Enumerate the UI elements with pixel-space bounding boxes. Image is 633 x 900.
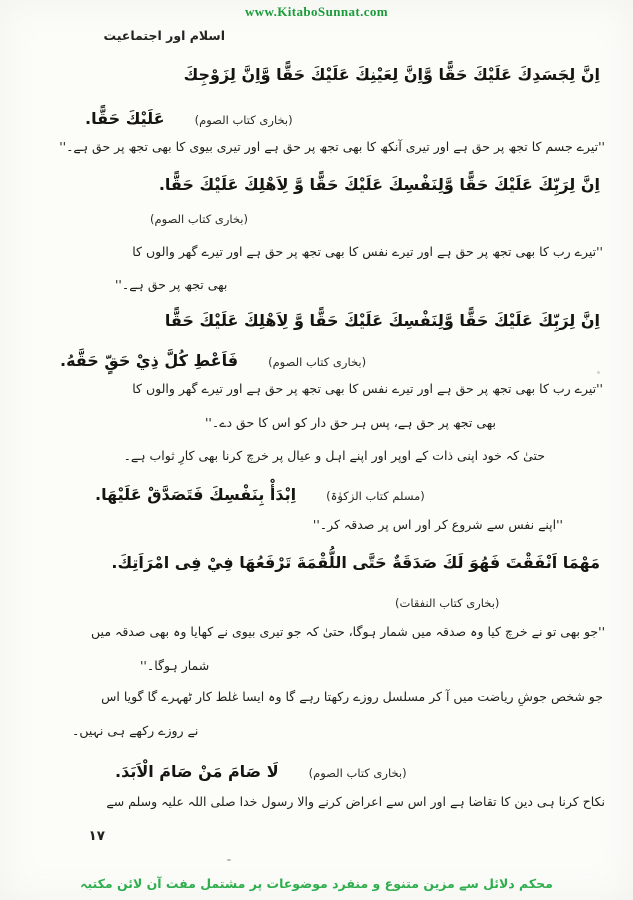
urdu-translation-line: ''تیرے رب کا بھی تجھ پر حق ہے اور تیرے نفس کا بھی تجھ پر حق ہے اور تیرے گھر والوں کا	[132, 381, 603, 396]
urdu-translation-line: بھی تجھ پر حق ہے، پس ہر حق دار کو اس کا حق دے۔''	[205, 415, 496, 430]
urdu-commentary-line: جو شخص جوشِ ریاضت میں آ کر مسلسل روزے رکھتا رہے گا وہ ایسا غلط کار ٹھہرے گا گویا اس	[101, 689, 603, 704]
footer-tagline: محکم دلائل سے مزین متنوع و منفرد موضوعات پر مشتمل مفت آن لائن مکتبہ	[80, 876, 553, 891]
hadith-arabic-line-with-citation	[60, 346, 366, 376]
hadith-arabic-line-with-citation	[115, 757, 407, 787]
hadith-arabic-line-with-citation	[95, 480, 425, 510]
urdu-translation-line: ''تیرے جسم کا تجھ پر حق ہے اور تیری آنکھ کا بھی تجھ پر حق ہے اور تیری بیوی کا بھی تجھ پر حق ہے۔''	[59, 139, 605, 154]
hadith-arabic-tail: اِبْدَأْ بِنَفْسِكَ فَتَصَدَّقْ عَلَيْهَا.	[95, 485, 297, 504]
hadith-arabic-line-with-citation	[85, 104, 293, 134]
hadith-arabic-tail: فَاَعْطِ كُلَّ ذِيْ حَقٍّ حَقَّهُ.	[60, 351, 239, 370]
hadith-citation: (بخاری کتاب الصوم)	[268, 355, 367, 369]
hadith-arabic-line: اِنَّ لِرَبِّكَ عَلَيْكَ حَقًّا وَّلِنَفْسِكَ عَلَيْكَ حَقًّا وَّ لِاَهْلِكَ عَلَيْكَ حَقًّا	[164, 311, 600, 330]
urdu-translation-line: ''تیرے رب کا بھی تجھ پر حق ہے اور تیرے نفس کا بھی تجھ پر حق ہے اور تیرے گھر والوں کا	[132, 244, 603, 259]
hadith-citation: (بخاری کتاب الصوم)	[150, 212, 248, 226]
hadith-arabic-line: اِنَّ لِجَسَدِكَ عَلَيْكَ حَقًّا وَّاِنَّ لِعَيْنِكَ عَلَيْكَ حَقًّا وَّاِنَّ لِزَوْجِكَ	[183, 65, 600, 84]
website-url: www.KitaboSunnat.com	[244, 4, 389, 19]
urdu-commentary-line: نے روزے رکھے ہی نہیں۔	[72, 723, 199, 738]
page-number: ۱۷	[88, 828, 105, 844]
urdu-translation-line: بھی تجھ پر حق ہے۔''	[115, 277, 228, 292]
hadith-arabic-line: اِنَّ لِرَبِّكَ عَلَيْكَ حَقًّا وَّلِنَفْسِكَ عَلَيْكَ حَقًّا وَّ لِاَهْلِكَ عَلَيْكَ حَقًّا.	[158, 175, 600, 194]
hadith-citation: (بخاری کتاب النفقات)	[395, 596, 500, 610]
hadith-arabic-tail: لَا صَامَ مَنْ صَامَ الْاَبَدَ.	[115, 762, 279, 781]
hadith-citation: (بخاری کتاب الصوم)	[308, 766, 407, 780]
hadith-citation: (مسلم کتاب الزکوٰۃ)	[326, 489, 425, 503]
hadith-arabic-line: مَهْمَا اَنْفَقْتَ فَهُوَ لَكَ صَدَقَةٌ حَتَّى اللُّقْمَةَ تَرْفَعُهَا فِيْ فِى امْرَاَتِكَ.	[111, 553, 600, 572]
urdu-commentary-line: نکاح کرنا ہی دین کا تقاضا ہے اور اس سے اعراض کرنے والا رسول خدا صلی اللہ علیہ وسلم سے	[106, 794, 605, 809]
urdu-commentary-line: حتیٰ کہ خود اپنی ذات کے اوپر اور اپنے اہل و عیال پر خرچ کرنا بھی کارِ ثواب ہے۔	[123, 448, 545, 463]
running-head-book-title: اسلام اور اجتماعیت	[103, 28, 225, 43]
urdu-translation-line: ''جو بھی تو نے خرچ کیا وہ صدقہ میں شمار ہوگا، حتیٰ کہ جو تیری بیوی نے کھایا وہ بھی صدقہ میں	[91, 624, 605, 639]
urdu-translation-line: ''اپنے نفس سے شروع کر اور اس پر صدقہ کر۔''	[312, 517, 563, 532]
scan-noise-speck	[597, 371, 600, 374]
hadith-arabic-tail: عَلَيْكَ حَقًّا.	[85, 109, 165, 128]
scan-noise-speck	[227, 859, 231, 861]
hadith-citation: (بخاری کتاب الصوم)	[194, 113, 293, 127]
urdu-translation-line: شمار ہوگا۔''	[140, 658, 210, 673]
